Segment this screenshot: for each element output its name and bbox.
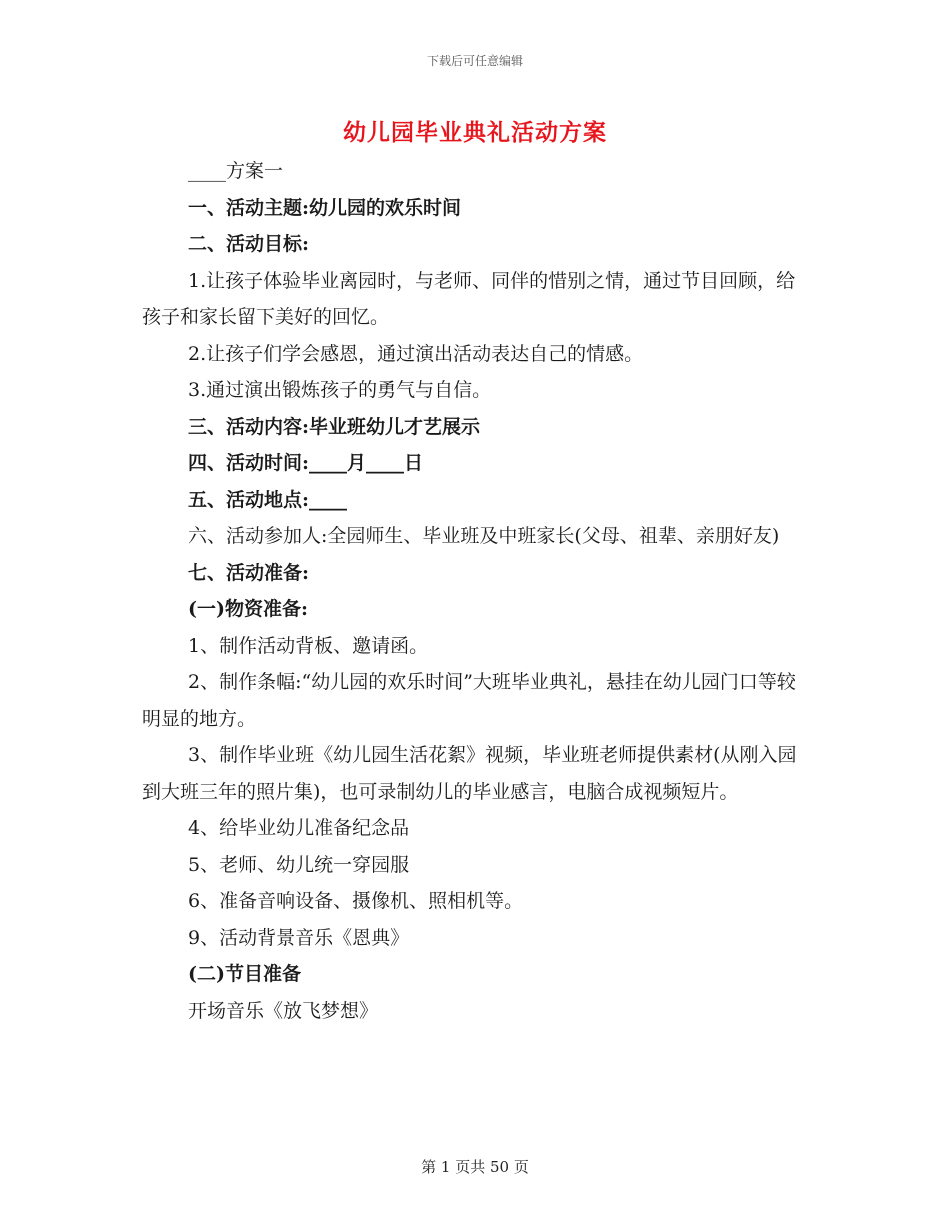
goal-item: 1.让孩子体验毕业离园时，与老师、同伴的惜别之情，通过节目回顾，给孩子和家长留下美好的回忆。 <box>142 269 796 328</box>
material-item: 5、老师、幼儿统一穿园服 <box>188 853 410 876</box>
section-content: 三、活动内容:毕业班幼儿才艺展示 <box>188 415 481 438</box>
material-item: 1、制作活动背板、邀请函。 <box>188 634 429 657</box>
material-item: 6、准备音响设备、摄像机、照相机等。 <box>188 890 524 912</box>
section-theme: 一、活动主题:幼儿园的欢乐时间 <box>188 196 462 219</box>
plan-label: ____方案一 <box>188 160 284 182</box>
materials-heading: (一)物资准备: <box>188 598 308 620</box>
header-note: 下载后可任意编辑 <box>426 54 523 68</box>
program-heading: (二)节目准备 <box>188 963 301 985</box>
document-title: 幼儿园毕业典礼活动方案 <box>343 119 607 146</box>
page-footer: 第 1 页共 50 页 <box>421 1158 529 1176</box>
section-time: 四、活动时间:____月____日 <box>188 452 424 474</box>
material-item: 2、制作条幅:“幼儿园的欢乐时间”大班毕业典礼，悬挂在幼儿园门口等较明显的地方。 <box>142 671 796 730</box>
goal-item: 2.让孩子们学会感恩，通过演出活动表达自己的情感。 <box>188 342 644 365</box>
section-participants: 六、活动参加人:全园师生、毕业班及中班家长(父母、祖辈、亲朋好友) <box>188 525 780 547</box>
material-item: 4、给毕业幼儿准备纪念品 <box>188 817 410 839</box>
section-goals-heading: 二、活动目标: <box>188 233 310 255</box>
document-body <box>142 153 798 1029</box>
opening-music: 开场音乐《放飞梦想》 <box>188 999 379 1022</box>
material-item: 9、活动背景音乐《恩典》 <box>188 926 410 949</box>
goal-item: 3.通过演出锻炼孩子的勇气与自信。 <box>188 379 492 401</box>
section-location: 五、活动地点:____ <box>188 488 348 511</box>
material-item: 3、制作毕业班《幼儿园生活花絮》视频，毕业班老师提供素材(从刚入园到大班三年的照片集)，也可录制幼儿的毕业感言，电脑合成视频短片。 <box>142 744 797 803</box>
section-prep-heading: 七、活动准备: <box>188 561 310 584</box>
